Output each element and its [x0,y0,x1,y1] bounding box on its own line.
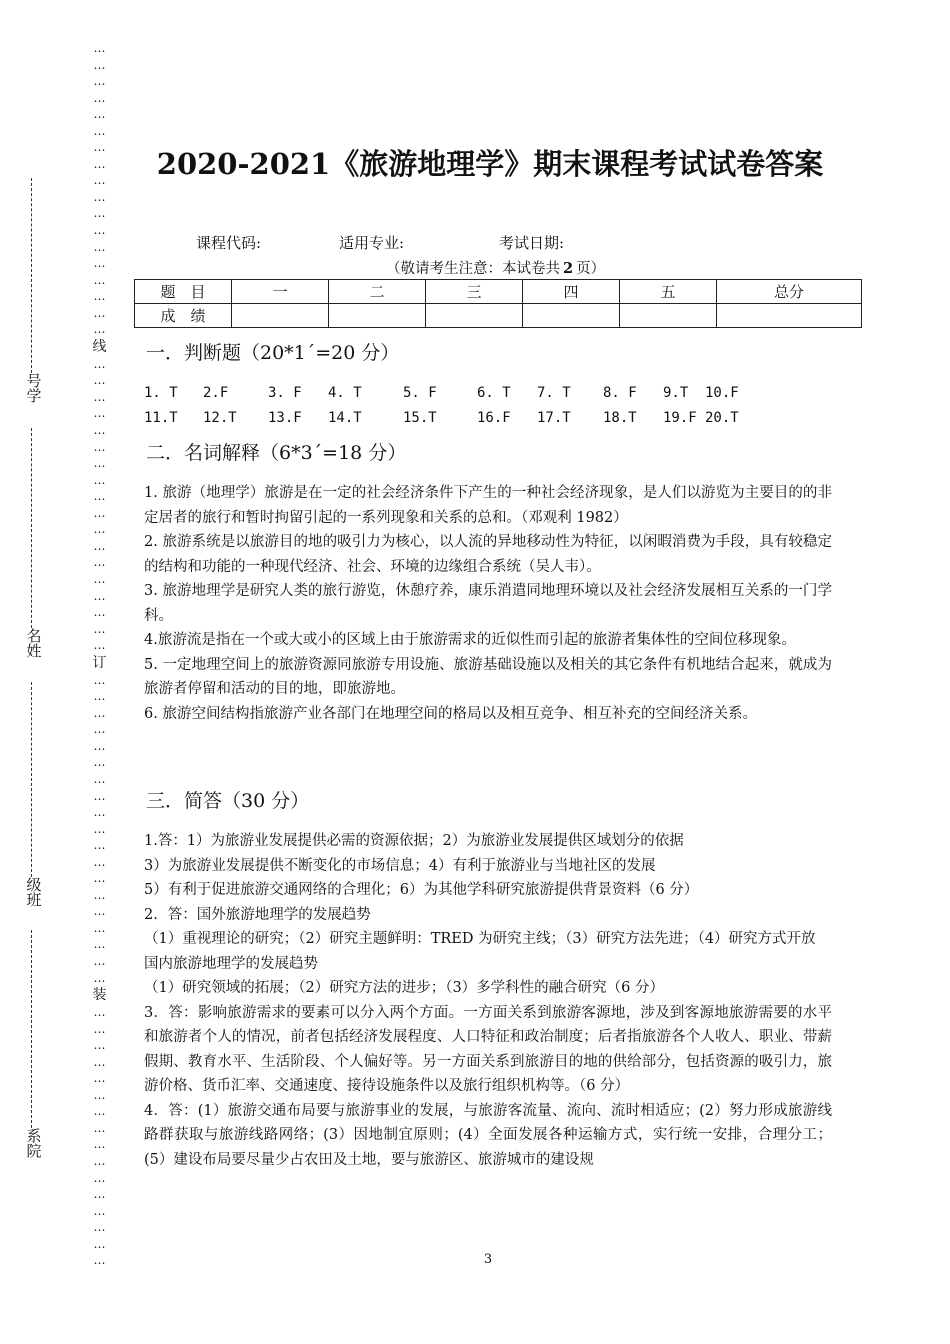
binding-dots: … [93,423,105,438]
binding-dots: … [93,689,105,704]
tf-answer: 16.F [477,410,511,426]
section3-heading: 三．简答（30 分） [146,790,310,812]
binding-dots: … [93,1236,105,1251]
tf-answer: 1. T [144,385,178,401]
binding-dots: … [93,90,105,105]
answer-line: 3．答：影响旅游需求的要素可以分入两个方面。一方面关系到旅游客源地，涉及到客源地旅游需要的水平和旅游者个人的情况，前者包括经济发展程度、人口特征和政治制度；后者指旅游各个人收人、职业、带薪假期、教育水平、生活阶段、个人偏好等。另一方面关系到旅游目的地的供给部分，包括资源的吸引力，旅游价格、货币汇率、交通速度、接待设施条件以及旅行组织机构等。（6 分） [144,1004,832,1094]
tf-answer: 15.T [403,410,437,426]
binding-dots: … [93,937,105,952]
answer-line: 2．答：国外旅游地理学的发展趋势 [144,906,371,923]
score-cell [620,304,717,328]
score-header-cell: 一 [232,280,329,304]
score-row-label: 成 绩 [135,304,232,328]
binding-dots: … [93,887,105,902]
binding-dots: … [93,605,105,620]
answer-line: （1）重视理论的研究；（2）研究主题鲜明：TRED 为研究主线；（3）研究方法先进；（4）研究方式开放 [144,931,816,947]
binding-dots: … [93,838,105,853]
answer-line: 5）有利于促进旅游交通网络的合理化；6）为其他学科研究旅游提供背景资料（6 分） [144,882,699,898]
tf-answer: 12.T [203,410,237,426]
definition-item: 6. 旅游空间结构指旅游产业各部门在地理空间的格局以及相互竞争、相互补充的空间经济关系。 [144,705,757,722]
binding-dots: … [93,239,105,254]
binding-dots: … [93,406,105,421]
binding-dots: … [93,621,105,636]
binding-dotted-line [90,40,108,1269]
binding-dots: … [93,970,105,985]
binding-dots: … [93,256,105,271]
binding-dots: … [93,156,105,171]
score-header-cell: 题 目 [135,280,232,304]
binding-dots: … [93,1187,105,1202]
binding-dots: … [93,305,105,320]
binding-dots: … [93,638,105,653]
tf-answer: 19.F [663,410,697,426]
answer-line: 国内旅游地理学的发展趋势 [144,955,318,972]
tf-answer: 6. T [477,385,511,401]
definitions-block [144,481,832,726]
binding-dots: … [93,123,105,138]
binding-dots: … [93,1054,105,1069]
binding-dots: … [93,1120,105,1135]
score-header-cell: 总分 [717,280,862,304]
binding-dots: … [93,1154,105,1168]
major-label: 适用专业: [339,234,405,252]
notice-suffix: 页） [576,261,606,277]
score-table-header-row [135,280,862,304]
binding-mark: 线 [92,338,106,355]
exam-meta-row [196,232,564,253]
answer-line: 3）为旅游业发展提供不断变化的市场信息；4）有利于旅游业与当地社区的发展 [144,857,656,874]
notice-page-count: 2 [563,260,574,277]
answer-line: （1）研究领域的拓展；（2）研究方法的进步；（3）多学科性的融合研究（6 分） [144,980,665,996]
binding-dots: … [93,1104,105,1119]
binding-dots: … [93,953,105,968]
page-title: 2020-2021《旅游地理学》期末课程考试试卷答案 [156,147,824,181]
answer-line: 1.答：1）为旅游业发展提供必需的资源依据；2）为旅游业发展提供区域划分的依据 [144,833,684,849]
binding-dots: … [93,588,105,603]
binding-dots: … [93,322,105,337]
definition-item: 4.旅游流是指在一个或大或小的区域上由于旅游需求的近似性而引起的旅游者集体性的空间位移现象。 [144,632,796,648]
binding-dots: … [93,738,105,753]
score-table-score-row [135,304,862,328]
score-cell [232,304,329,328]
binding-dots: … [93,189,105,204]
binding-dots: … [93,505,105,520]
answer-line: 4．答：(1）旅游交通布局要与旅游事业的发展，与旅游客流量、流向、流时相适应；(2）努力形成旅游线路群获取与旅游线路网络；(3）因地制宜原则；(4）全面发展各种运输方式，实行统一安排，合理分工；(5）建设布局要尽量少占农田及土地，要与旅游区、旅游城市的建设规 [144,1102,832,1168]
binding-dots: … [93,1170,105,1185]
binding-field-name [22,428,44,658]
binding-dots: … [93,1220,105,1235]
binding-dots: … [93,672,105,687]
binding-dots: … [93,1038,105,1053]
score-header-cell: 二 [329,280,426,304]
binding-dots: … [93,272,105,287]
binding-dots: … [93,107,105,122]
binding-dots: … [93,555,105,570]
binding-dots: … [93,1203,105,1218]
binding-dots: … [93,1087,105,1102]
binding-dots: … [93,854,105,869]
binding-dots: … [93,439,105,454]
tf-answer: 20.T [705,410,739,426]
definition-item: 2. 旅游系统是以旅游目的地的吸引力为核心，以人流的异地移动性为特征，以闲暇消费为手段，具有较稳定的结构和功能的一种现代经济、社会、环境的边缘组合系统（吴人韦）。 [144,534,832,575]
tf-answer: 11.T [144,410,178,426]
page-number: 3 [483,1252,493,1267]
binding-dots: … [93,705,105,720]
binding-dots: … [93,920,105,935]
binding-dots: … [93,771,105,786]
course-code-label: 课程代码: [196,234,262,252]
tf-answer: 18.T [603,410,637,426]
tf-answer: 9.T [663,385,689,401]
binding-dots: … [93,74,105,89]
binding-dots: … [93,755,105,770]
definition-item: 1. 旅游（地理学）旅游是在一定的社会经济条件下产生的一种社会经济现象，是人们以游览为主要目的的非定居者的旅行和暂时拘留引起的一系列现象和关系的总和。（邓观利 1982） [144,485,832,526]
binding-dots: … [93,805,105,820]
binding-dots: … [93,41,105,55]
binding-dots: … [93,472,105,487]
tf-answer: 4. T [328,385,362,401]
tf-answer: 2.F [203,385,229,401]
binding-dots: … [93,522,105,537]
tf-answer: 5. F [403,385,437,401]
tf-answer: 3. F [268,385,302,401]
binding-dots: … [93,1137,105,1152]
binding-dots: … [93,538,105,553]
binding-dots: … [93,373,105,388]
score-cell [329,304,426,328]
binding-mark: 装 [92,987,106,1004]
tf-answer: 8. F [603,385,637,401]
definition-item: 3. 旅游地理学是研究人类的旅行游览，休憩疗养，康乐消遣同地理环境以及社会经济发展相互关系的一门学科。 [144,583,832,624]
binding-dots: … [93,489,105,504]
tf-answer: 10.F [705,385,739,401]
binding-dots: … [93,1071,105,1086]
score-header-cell: 四 [523,280,620,304]
binding-dots: … [93,722,105,737]
exam-notice [386,257,605,278]
binding-dots: … [93,356,105,371]
binding-dots: … [93,821,105,836]
tf-answer: 7. T [537,385,571,401]
binding-dots: … [93,57,105,72]
binding-dots: … [93,289,105,304]
score-cell [426,304,523,328]
binding-dots: … [93,206,105,221]
binding-field-department [22,930,44,1158]
tf-answer: 13.F [268,410,302,426]
binding-field-label: 级班 [24,877,43,907]
binding-dots: … [93,173,105,188]
binding-dots: … [93,1021,105,1036]
binding-dots: … [93,571,105,586]
tf-answer: 14.T [328,410,362,426]
binding-field-label: 系院 [24,1128,43,1158]
binding-field-student-id [22,178,44,403]
score-cell [523,304,620,328]
binding-dots: … [93,904,105,919]
tf-answer: 17.T [537,410,571,426]
binding-field-label: 名姓 [24,628,43,658]
score-table [134,279,862,328]
binding-mark: 订 [92,654,106,671]
binding-dots: … [93,223,105,238]
exam-date-label: 考试日期: [499,234,565,252]
binding-dots: … [93,140,105,155]
binding-field-class [22,682,44,907]
binding-dots: … [93,788,105,803]
notice-prefix: （敬请考生注意：本试卷共 [386,261,560,277]
section1-heading: 一．判断题（20*1´=20 分） [146,342,400,364]
binding-dots: … [93,456,105,471]
binding-dots: … [93,871,105,886]
score-header-cell: 三 [426,280,523,304]
short-answer-block [144,829,832,1172]
section2-heading: 二．名词解释（6*3´=18 分） [146,442,407,464]
binding-dots: … [93,389,105,404]
score-header-cell: 五 [620,280,717,304]
binding-dots: … [93,1253,105,1268]
binding-field-label: 号学 [24,373,43,403]
binding-dots: … [93,1005,105,1020]
definition-item: 5. 一定地理空间上的旅游资源同旅游专用设施、旅游基础设施以及相关的其它条件有机地结合起来，就成为旅游者停留和活动的目的地，即旅游地。 [144,656,832,697]
score-cell [717,304,862,328]
